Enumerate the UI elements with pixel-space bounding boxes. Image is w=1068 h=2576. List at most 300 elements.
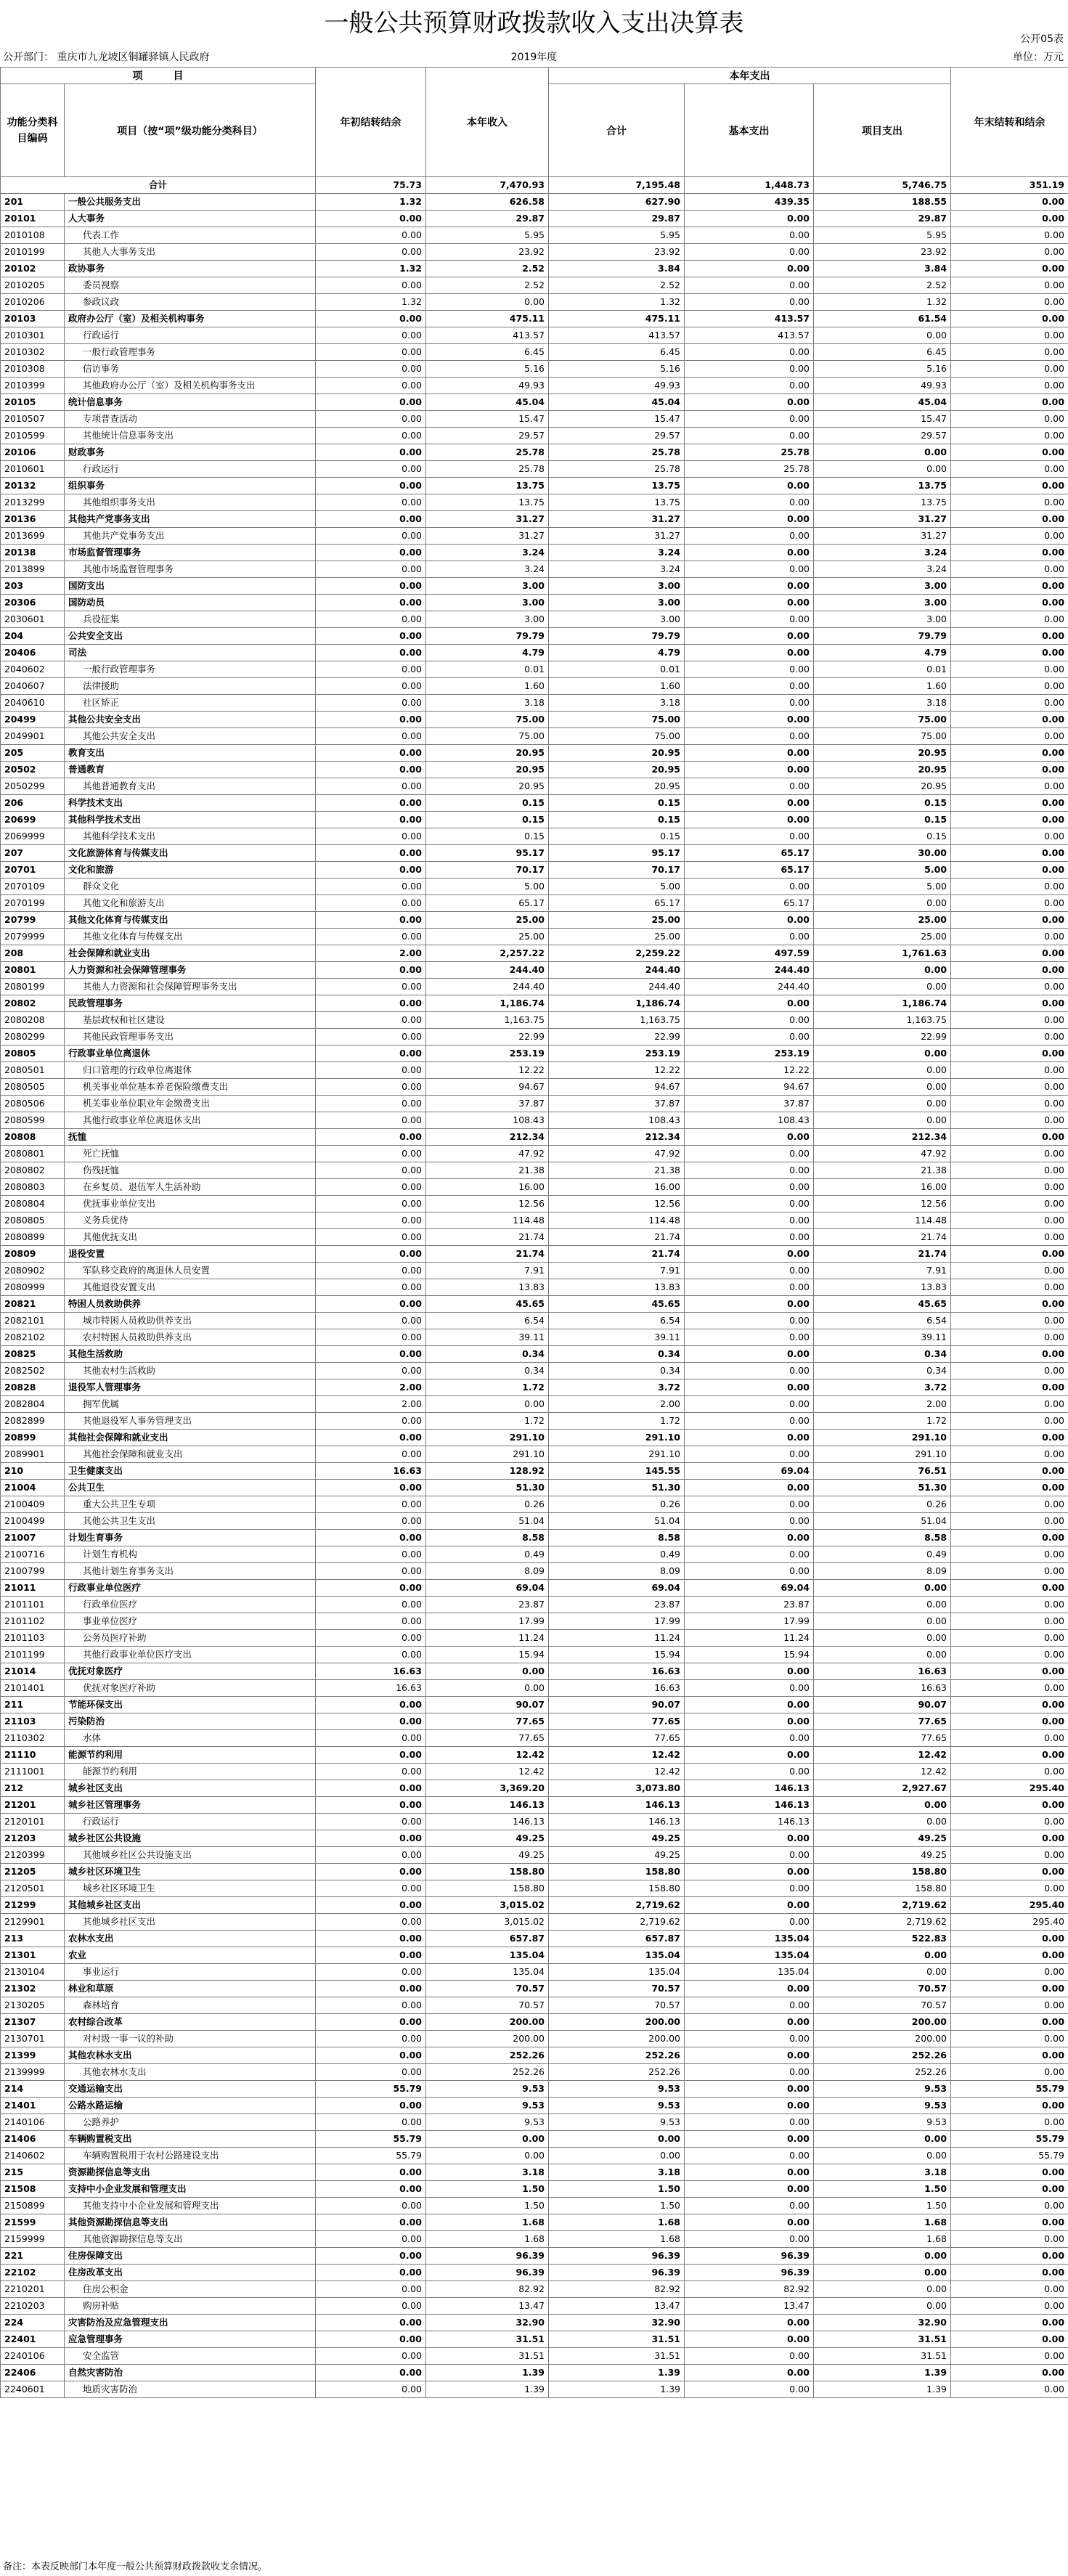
cell-code: 206	[1, 795, 65, 812]
cell-code: 2030601	[1, 611, 65, 628]
cell-project: 9.53	[814, 2098, 951, 2114]
cell-name	[65, 1012, 316, 1029]
cell-begin: 0.00	[316, 879, 426, 895]
cell-project: 0.00	[814, 2281, 951, 2298]
cell-name	[65, 394, 316, 411]
item-name: 机关事业单位职业年金缴费支出	[83, 1098, 211, 1109]
total-label: 合计	[1, 177, 316, 194]
cell-basic: 135.04	[685, 1964, 814, 1981]
table-row	[1, 1513, 1068, 1530]
item-name: 城市特困人员救助供养支出	[83, 1315, 192, 1326]
cell-begin: 0.00	[316, 1196, 426, 1212]
cell-code: 20899	[1, 1430, 65, 1446]
cell-total: 77.65	[549, 1713, 685, 1730]
cell-name	[65, 995, 316, 1012]
cell-begin: 0.00	[316, 1530, 426, 1546]
cell-income: 2.52	[426, 277, 549, 294]
cell-end: 0.00	[951, 277, 1068, 294]
cell-total: 3.84	[549, 261, 685, 277]
cell-begin: 0.00	[316, 912, 426, 929]
cell-basic: 0.00	[685, 1680, 814, 1697]
cell-income: 51.30	[426, 1480, 549, 1496]
cell-begin: 0.00	[316, 1263, 426, 1279]
cell-code: 22102	[1, 2265, 65, 2281]
cell-total: 21.74	[549, 1246, 685, 1263]
cell-project: 0.00	[814, 979, 951, 995]
year-label: 2019年度	[510, 52, 558, 63]
cell-income: 79.79	[426, 628, 549, 645]
cell-project: 158.80	[814, 1864, 951, 1880]
cell-name	[65, 745, 316, 762]
cell-project: 16.63	[814, 1663, 951, 1680]
cell-end: 0.00	[951, 628, 1068, 645]
table-row	[1, 1112, 1068, 1129]
item-name: 其他农林水支出	[83, 2066, 147, 2077]
cell-name	[65, 1697, 316, 1713]
cell-basic: 0.00	[685, 511, 814, 528]
cell-project: 3.00	[814, 595, 951, 611]
cell-end: 0.00	[951, 2031, 1068, 2047]
cell-end: 0.00	[951, 2315, 1068, 2331]
cell-project: 1,761.63	[814, 945, 951, 962]
cell-basic: 244.40	[685, 962, 814, 979]
cell-begin: 0.00	[316, 1096, 426, 1112]
cell-name	[65, 1947, 316, 1964]
cell-code: 21011	[1, 1580, 65, 1597]
cell-income: 114.48	[426, 1212, 549, 1229]
cell-project: 0.26	[814, 1496, 951, 1513]
cell-basic: 0.00	[685, 1981, 814, 1997]
cell-begin: 0.00	[316, 611, 426, 628]
cell-name	[65, 661, 316, 678]
cell-name	[65, 979, 316, 995]
cell-income: 22.99	[426, 1029, 549, 1046]
cell-begin: 0.00	[316, 561, 426, 578]
cell-name	[65, 762, 316, 778]
cell-total: 12.42	[549, 1747, 685, 1764]
cell-end: 0.00	[951, 678, 1068, 695]
cell-basic: 0.00	[685, 1379, 814, 1396]
item-name: 优抚对象医疗	[68, 1666, 123, 1676]
cell-code: 2082899	[1, 1413, 65, 1430]
cell-code: 2080505	[1, 1079, 65, 1096]
cell-total: 0.00	[549, 2148, 685, 2164]
cell-begin: 0.00	[316, 1780, 426, 1797]
item-name: 归口管理的行政单位离退休	[83, 1064, 192, 1075]
cell-name	[65, 1530, 316, 1546]
cell-code: 2130701	[1, 2031, 65, 2047]
cell-project: 4.79	[814, 645, 951, 661]
item-name: 污染防治	[68, 1716, 105, 1727]
cell-project: 0.00	[814, 1647, 951, 1663]
cell-end: 0.00	[951, 2214, 1068, 2231]
cell-total: 7.91	[549, 1263, 685, 1279]
cell-end: 0.00	[951, 1062, 1068, 1079]
cell-code: 2082101	[1, 1313, 65, 1329]
cell-name	[65, 1246, 316, 1263]
table-row	[1, 762, 1068, 778]
cell-end: 0.00	[951, 211, 1068, 227]
cell-name	[65, 1964, 316, 1981]
cell-begin: 0.00	[316, 361, 426, 378]
cell-total: 22.99	[549, 1029, 685, 1046]
cell-project: 29.57	[814, 428, 951, 444]
cell-code: 20805	[1, 1046, 65, 1062]
cell-end: 0.00	[951, 327, 1068, 344]
cell-total: 79.79	[549, 628, 685, 645]
cell-end: 0.00	[951, 2348, 1068, 2365]
cell-begin: 0.00	[316, 578, 426, 595]
cell-total: 252.26	[549, 2064, 685, 2081]
cell-name	[65, 1747, 316, 1764]
cell-end: 295.40	[951, 1780, 1068, 1797]
cell-total: 69.04	[549, 1580, 685, 1597]
cell-code: 204	[1, 628, 65, 645]
cell-begin: 0.00	[316, 995, 426, 1012]
item-name: 住房改革支出	[68, 2267, 123, 2278]
table-row	[1, 1413, 1068, 1430]
cell-project: 3.24	[814, 561, 951, 578]
cell-basic: 0.00	[685, 1914, 814, 1931]
cell-name	[65, 795, 316, 812]
cell-code: 2111001	[1, 1764, 65, 1780]
cell-income: 3,369.20	[426, 1780, 549, 1797]
cell-name	[65, 1096, 316, 1112]
table-row	[1, 1363, 1068, 1379]
cell-basic: 0.00	[685, 828, 814, 845]
cell-basic: 253.19	[685, 1046, 814, 1062]
cell-project: 291.10	[814, 1430, 951, 1446]
cell-total: 47.92	[549, 1146, 685, 1162]
cell-basic: 497.59	[685, 945, 814, 962]
table-row	[1, 411, 1068, 428]
cell-income: 6.54	[426, 1313, 549, 1329]
cell-project: 0.00	[814, 2148, 951, 2164]
cell-total: 21.38	[549, 1162, 685, 1179]
item-name: 行政事业单位医疗	[68, 1582, 142, 1593]
cell-total: 16.00	[549, 1179, 685, 1196]
item-name: 购房补贴	[83, 2300, 120, 2311]
table-row	[1, 2315, 1068, 2331]
cell-total: 146.13	[549, 1797, 685, 1814]
cell-code: 215	[1, 2164, 65, 2181]
cell-name	[65, 1997, 316, 2014]
cell-code: 2049901	[1, 728, 65, 745]
table-row	[1, 1212, 1068, 1229]
cell-name	[65, 1413, 316, 1430]
cell-basic: 0.00	[685, 879, 814, 895]
cell-total: 51.04	[549, 1513, 685, 1530]
item-name: 事业运行	[83, 1966, 120, 1977]
cell-basic: 0.00	[685, 645, 814, 661]
table-row	[1, 2047, 1068, 2064]
cell-name	[65, 1814, 316, 1830]
cell-code: 2080501	[1, 1062, 65, 1079]
cell-code: 20103	[1, 311, 65, 327]
cell-name	[65, 812, 316, 828]
cell-code: 2110302	[1, 1730, 65, 1747]
cell-name	[65, 1313, 316, 1329]
cell-project: 21.38	[814, 1162, 951, 1179]
cell-code: 2013699	[1, 528, 65, 545]
item-name: 司法	[68, 647, 87, 658]
item-name: 其他退役安置支出	[83, 1281, 156, 1292]
table-row	[1, 294, 1068, 311]
cell-begin: 0.00	[316, 327, 426, 344]
cell-end: 0.00	[951, 2281, 1068, 2298]
total-begin: 75.73	[316, 177, 426, 194]
cell-total: 3.24	[549, 545, 685, 561]
cell-project: 49.25	[814, 1847, 951, 1864]
cell-income: 21.74	[426, 1246, 549, 1263]
cell-basic: 0.00	[685, 1196, 814, 1212]
cell-income: 0.00	[426, 1663, 549, 1680]
item-name: 委员视察	[83, 280, 120, 290]
cell-project: 0.15	[814, 828, 951, 845]
cell-basic: 0.00	[685, 2081, 814, 2098]
cell-basic: 0.00	[685, 561, 814, 578]
cell-end: 0.00	[951, 1496, 1068, 1513]
cell-income: 32.90	[426, 2315, 549, 2331]
cell-total: 0.15	[549, 795, 685, 812]
cell-project: 31.51	[814, 2348, 951, 2365]
cell-name	[65, 2331, 316, 2348]
cell-begin: 0.00	[316, 1363, 426, 1379]
item-name: 代表工作	[83, 229, 120, 240]
cell-total: 1.60	[549, 678, 685, 695]
cell-total: 1.68	[549, 2214, 685, 2231]
cell-total: 25.00	[549, 929, 685, 945]
cell-begin: 0.00	[316, 962, 426, 979]
table-row	[1, 2014, 1068, 2031]
cell-total: 39.11	[549, 1329, 685, 1346]
cell-basic: 0.00	[685, 2331, 814, 2348]
cell-basic: 0.00	[685, 1847, 814, 1864]
cell-name	[65, 1480, 316, 1496]
item-name: 其他公共安全支出	[68, 714, 142, 725]
cell-total: 3.00	[549, 595, 685, 611]
cell-project: 7.91	[814, 1263, 951, 1279]
cell-end: 0.00	[951, 795, 1068, 812]
cell-basic: 146.13	[685, 1797, 814, 1814]
item-name: 其他民政管理事务支出	[83, 1031, 174, 1042]
cell-total: 12.42	[549, 1764, 685, 1780]
table-row	[1, 461, 1068, 478]
cell-code: 2040602	[1, 661, 65, 678]
cell-end: 0.00	[951, 929, 1068, 945]
cell-total: 11.24	[549, 1630, 685, 1647]
cell-total: 244.40	[549, 962, 685, 979]
item-name: 对村级一事一议的补助	[83, 2033, 174, 2044]
cell-total: 96.39	[549, 2248, 685, 2265]
cell-income: 146.13	[426, 1797, 549, 1814]
cell-project: 32.90	[814, 2315, 951, 2331]
cell-total: 6.54	[549, 1313, 685, 1329]
cell-name	[65, 728, 316, 745]
cell-income: 4.79	[426, 645, 549, 661]
cell-project: 30.00	[814, 845, 951, 862]
department-label: 公开部门： 重庆市九龙坡区铜罐驿镇人民政府	[3, 52, 210, 63]
cell-project: 6.54	[814, 1313, 951, 1329]
cell-begin: 0.00	[316, 1162, 426, 1179]
cell-income: 8.58	[426, 1530, 549, 1546]
cell-income: 13.75	[426, 494, 549, 511]
cell-code: 2070199	[1, 895, 65, 912]
cell-basic: 0.00	[685, 2365, 814, 2381]
cell-basic: 0.00	[685, 1296, 814, 1313]
cell-code: 2082102	[1, 1329, 65, 1346]
item-name: 科学技术支出	[68, 797, 123, 808]
cell-begin: 2.00	[316, 1396, 426, 1413]
table-row	[1, 2365, 1068, 2381]
cell-name	[65, 2064, 316, 2081]
cell-basic: 15.94	[685, 1647, 814, 1663]
table-row	[1, 211, 1068, 227]
cell-code: 20801	[1, 962, 65, 979]
cell-begin: 0.00	[316, 2331, 426, 2348]
item-name: 其他资源勘探信息等支出	[83, 2233, 183, 2244]
cell-name	[65, 1379, 316, 1396]
item-name: 其他资源勘探信息等支出	[68, 2217, 168, 2227]
cell-begin: 0.00	[316, 862, 426, 879]
cell-name	[65, 1630, 316, 1647]
cell-end: 0.00	[951, 578, 1068, 595]
cell-name	[65, 929, 316, 945]
cell-end: 0.00	[951, 1196, 1068, 1212]
cell-project: 13.75	[814, 494, 951, 511]
cell-end: 0.00	[951, 2231, 1068, 2248]
table-row	[1, 1847, 1068, 1864]
cell-total: 135.04	[549, 1964, 685, 1981]
cell-code: 2140106	[1, 2114, 65, 2131]
cell-total: 200.00	[549, 2031, 685, 2047]
cell-name	[65, 879, 316, 895]
cell-code: 2080899	[1, 1229, 65, 1246]
cell-income: 5.16	[426, 361, 549, 378]
table-header	[1, 68, 1068, 177]
cell-project: 0.00	[814, 1947, 951, 1964]
cell-total: 23.87	[549, 1597, 685, 1613]
item-name: 伤残抚恤	[83, 1165, 120, 1175]
cell-code: 2101199	[1, 1647, 65, 1663]
cell-code: 2210201	[1, 2281, 65, 2298]
item-name: 地质灾害防治	[83, 2384, 138, 2394]
cell-total: 12.22	[549, 1062, 685, 1079]
cell-income: 9.53	[426, 2098, 549, 2114]
cell-total: 15.47	[549, 411, 685, 428]
cell-total: 4.79	[549, 645, 685, 661]
item-name: 其他城乡社区支出	[68, 1899, 142, 1910]
table-row	[1, 1613, 1068, 1630]
cell-name	[65, 244, 316, 261]
cell-begin: 0.00	[316, 411, 426, 428]
cell-income: 31.51	[426, 2331, 549, 2348]
cell-basic: 0.00	[685, 2381, 814, 2398]
cell-project: 0.00	[814, 962, 951, 979]
cell-basic: 0.00	[685, 294, 814, 311]
table-row	[1, 1029, 1068, 1046]
cell-project: 13.83	[814, 1279, 951, 1296]
cell-end: 0.00	[951, 344, 1068, 361]
cell-basic: 146.13	[685, 1780, 814, 1797]
cell-name	[65, 845, 316, 862]
cell-begin: 0.00	[316, 1446, 426, 1463]
cell-begin: 0.00	[316, 2265, 426, 2281]
cell-total: 1.68	[549, 2231, 685, 2248]
cell-begin: 0.00	[316, 1413, 426, 1430]
cell-name	[65, 1931, 316, 1947]
cell-begin: 0.00	[316, 378, 426, 394]
cell-end: 295.40	[951, 1914, 1068, 1931]
cell-code: 210	[1, 1463, 65, 1480]
item-name: 机关事业单位基本养老保险缴费支出	[83, 1081, 229, 1092]
cell-end: 0.00	[951, 444, 1068, 461]
table-row	[1, 1229, 1068, 1246]
cell-basic: 0.00	[685, 2148, 814, 2164]
cell-code: 2010199	[1, 244, 65, 261]
cell-income: 29.57	[426, 428, 549, 444]
cell-basic: 69.04	[685, 1580, 814, 1597]
cell-project: 0.00	[814, 1814, 951, 1830]
cell-code: 2080599	[1, 1112, 65, 1129]
cell-total: 15.94	[549, 1647, 685, 1663]
cell-begin: 0.00	[316, 1580, 426, 1597]
cell-end: 0.00	[951, 1396, 1068, 1413]
cell-end: 0.00	[951, 2047, 1068, 2064]
table-row	[1, 2248, 1068, 2265]
cell-project: 5.00	[814, 879, 951, 895]
cell-begin: 0.00	[316, 979, 426, 995]
cell-project: 21.74	[814, 1246, 951, 1263]
cell-begin: 0.00	[316, 2381, 426, 2398]
cell-basic: 0.00	[685, 1446, 814, 1463]
cell-name	[65, 1613, 316, 1630]
item-name: 应急管理事务	[68, 2334, 123, 2344]
cell-end: 0.00	[951, 1981, 1068, 1997]
cell-income: 1.68	[426, 2231, 549, 2248]
item-name: 资源勘探信息等支出	[68, 2167, 150, 2177]
cell-end: 0.00	[951, 1513, 1068, 1530]
item-name: 城乡社区环境卫生	[68, 1866, 142, 1877]
item-name: 教育支出	[68, 747, 105, 758]
cell-code: 2080999	[1, 1279, 65, 1296]
cell-project: 47.92	[814, 1146, 951, 1162]
cell-income: 2,257.22	[426, 945, 549, 962]
cell-begin: 0.00	[316, 1012, 426, 1029]
cell-name	[65, 1363, 316, 1379]
cell-end: 0.00	[951, 1546, 1068, 1563]
cell-total: 51.30	[549, 1480, 685, 1496]
cell-name	[65, 1830, 316, 1847]
table-row	[1, 2114, 1068, 2131]
cell-income: 657.87	[426, 1931, 549, 1947]
item-name: 信访事务	[83, 363, 120, 374]
cell-end: 0.00	[951, 1363, 1068, 1379]
cell-code: 21201	[1, 1797, 65, 1814]
table-row	[1, 2381, 1068, 2398]
cell-begin: 0.00	[316, 1630, 426, 1647]
cell-code: 2080803	[1, 1179, 65, 1196]
cell-basic: 0.00	[685, 1747, 814, 1764]
item-name: 其他市场监督管理事务	[83, 563, 174, 574]
cell-total: 2,719.62	[549, 1897, 685, 1914]
cell-project: 1,186.74	[814, 995, 951, 1012]
cell-income: 1,186.74	[426, 995, 549, 1012]
cell-project: 0.34	[814, 1363, 951, 1379]
item-name: 城乡社区支出	[68, 1782, 123, 1793]
table-row	[1, 1263, 1068, 1279]
cell-income: 2.52	[426, 261, 549, 277]
